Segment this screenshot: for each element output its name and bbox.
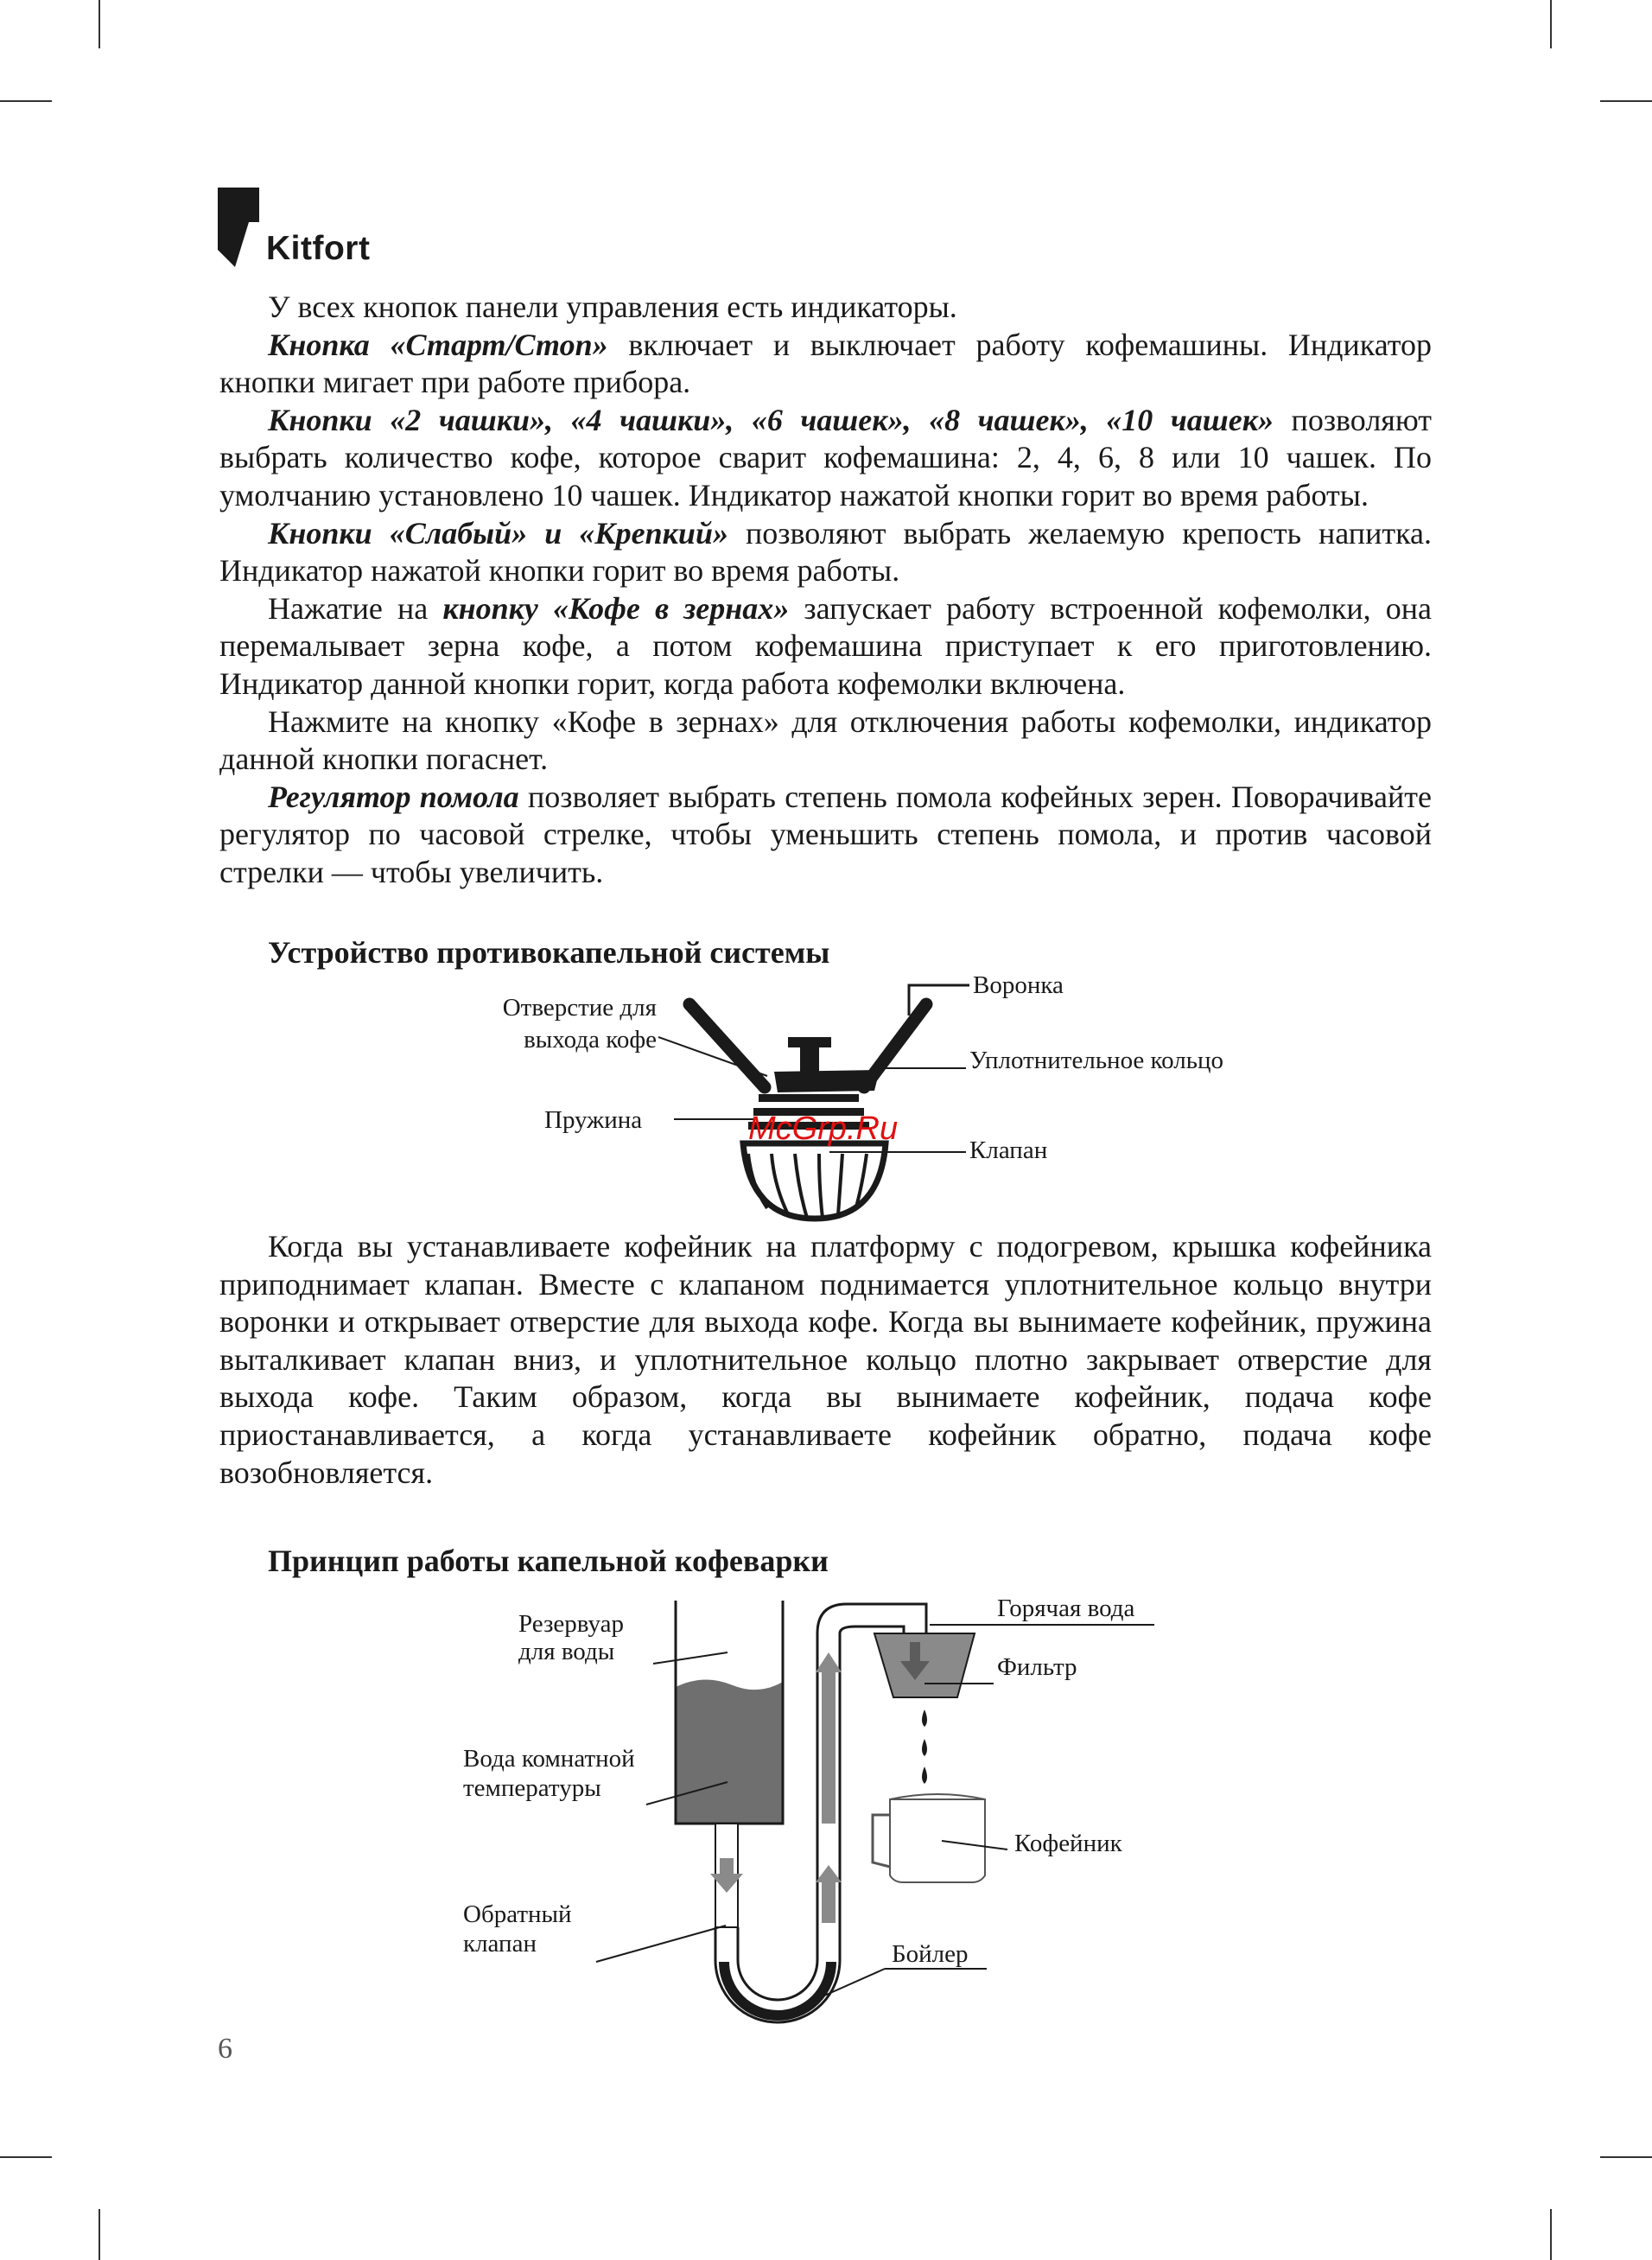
crop-mark bbox=[1550, 0, 1552, 48]
brand-name: Kitfort bbox=[266, 230, 371, 267]
crop-mark bbox=[1600, 2156, 1652, 2158]
crop-mark bbox=[98, 0, 100, 48]
reservoir-water bbox=[676, 1679, 783, 1824]
carafe-handle bbox=[873, 1815, 890, 1867]
paragraph: Когда вы устанавливаете кофейник на платформу с подогревом, крышка кофейника приподнимает клапан. Вместе с клапаном поднимается уплотнительное кольцо внутри воронки и открывает отверстие для выхода кофе. Когда вы вынимаете кофейник, пружина выталкивает клапан вниз, и уплотнительное кольцо плотно закрывает отверстие для выхода кофе. Таким образом, когда вы вынимаете кофейник, подача кофе приостанавливается, а когда устанавливаете кофейник обратно, подача кофе возобновляется. bbox=[219, 1229, 1432, 1490]
paragraph: У всех кнопок панели управления есть индикаторы. bbox=[268, 290, 957, 324]
section-heading-drip-principle: Принцип работы капельной кофеварки bbox=[268, 1544, 829, 1578]
crop-mark bbox=[0, 2156, 52, 2158]
label-valve: Клапан bbox=[969, 1136, 1048, 1164]
label-reservoir: Резервуар bbox=[518, 1610, 624, 1638]
coffee-drop bbox=[922, 1709, 927, 1727]
section-heading-anti-drip: Устройство противокапельной системы bbox=[268, 935, 830, 970]
label-filter: Фильтр bbox=[997, 1653, 1077, 1681]
leader-line bbox=[596, 1926, 726, 1962]
crop-mark bbox=[1600, 100, 1652, 102]
label-outlet: выхода кофе bbox=[524, 1026, 657, 1054]
up-arrow-icon bbox=[816, 1865, 842, 1923]
label-funnel: Воронка bbox=[973, 971, 1064, 999]
seal-ring bbox=[774, 1070, 880, 1092]
label-seal-ring: Уплотнительное кольцо bbox=[969, 1047, 1223, 1074]
paragraph: Кнопка «Старт/Стоп» включает и выключает работу кофемашины. Индикатор кнопки мигает при работе прибора. bbox=[219, 327, 1433, 400]
label-check-valve: клапан bbox=[463, 1930, 537, 1958]
leader-line bbox=[658, 1037, 767, 1076]
text-block-anti-drip bbox=[219, 1228, 1432, 1492]
label-room-water: Вода комнатной bbox=[463, 1745, 635, 1773]
page-number: 6 bbox=[218, 2033, 232, 2065]
label-reservoir: для воды bbox=[518, 1638, 615, 1665]
anti-drip-diagram bbox=[0, 959, 1652, 1236]
crop-mark bbox=[1550, 2209, 1552, 2260]
paragraph: Регулятор помола позволяет выбрать степень помола кофейных зерен. Поворачивайте регулятор по часовой стрелке, чтобы уменьшить степень помола, и против часовой стрелки — чтобы увеличить. bbox=[219, 779, 1432, 889]
label-check-valve: Обратный bbox=[463, 1900, 572, 1928]
label-room-water: температуры bbox=[463, 1774, 601, 1802]
paragraph: Кнопки «Слабый» и «Крепкий» позволяют выбрать желаемую крепость напитка. Индикатор нажатой кнопки горит во время работы. bbox=[219, 515, 1432, 589]
paragraph: Кнопки «2 чашки», «4 чашки», «6 чашек», «8 чашек», «10 чашек» позволяют выбрать количество кофе, которое сварит кофемашина: 2, 4, 6, 8 или 10 чашек. По умолчанию установлено 10 чашек. Индикатор нажатой кнопки горит во время работы. bbox=[219, 402, 1432, 512]
carafe-body bbox=[890, 1799, 985, 1882]
crop-mark bbox=[98, 2209, 100, 2260]
paragraph: Нажатие на кнопку «Кофе в зернах» запускает работу встроенной кофемолки, она перемалывает зерна кофе, а потом кофемашина приступает к его приготовлению. Индикатор данной кнопки горит, когда работа кофемолки включена. bbox=[219, 590, 1432, 701]
up-arrow-icon bbox=[816, 1652, 842, 1824]
label-boiler: Бойлер bbox=[892, 1940, 969, 1968]
coffee-drop bbox=[922, 1767, 927, 1784]
funnel-wall bbox=[689, 1004, 765, 1087]
watermark: McGrp.Ru bbox=[748, 1111, 899, 1147]
label-hot-water: Горячая вода bbox=[997, 1595, 1135, 1622]
label-outlet: Отверстие для bbox=[502, 994, 657, 1022]
valve-bowl bbox=[743, 1143, 886, 1219]
coffee-drop bbox=[922, 1739, 927, 1756]
hot-water-pipe bbox=[817, 1604, 926, 1633]
label-carafe: Кофейник bbox=[1014, 1830, 1122, 1857]
spring-coil bbox=[759, 1094, 859, 1102]
paragraph: Нажмите на кнопку «Кофе в зернах» для отключения работы кофемолки, индикатор данной кнопки погаснет. bbox=[219, 703, 1432, 777]
valve-cap bbox=[788, 1037, 831, 1047]
text-block-controls bbox=[219, 289, 1432, 892]
leader-line bbox=[653, 1652, 728, 1664]
crop-mark bbox=[0, 100, 52, 102]
drip-principle-diagram bbox=[0, 1573, 1652, 2022]
label-spring: Пружина bbox=[544, 1106, 643, 1134]
